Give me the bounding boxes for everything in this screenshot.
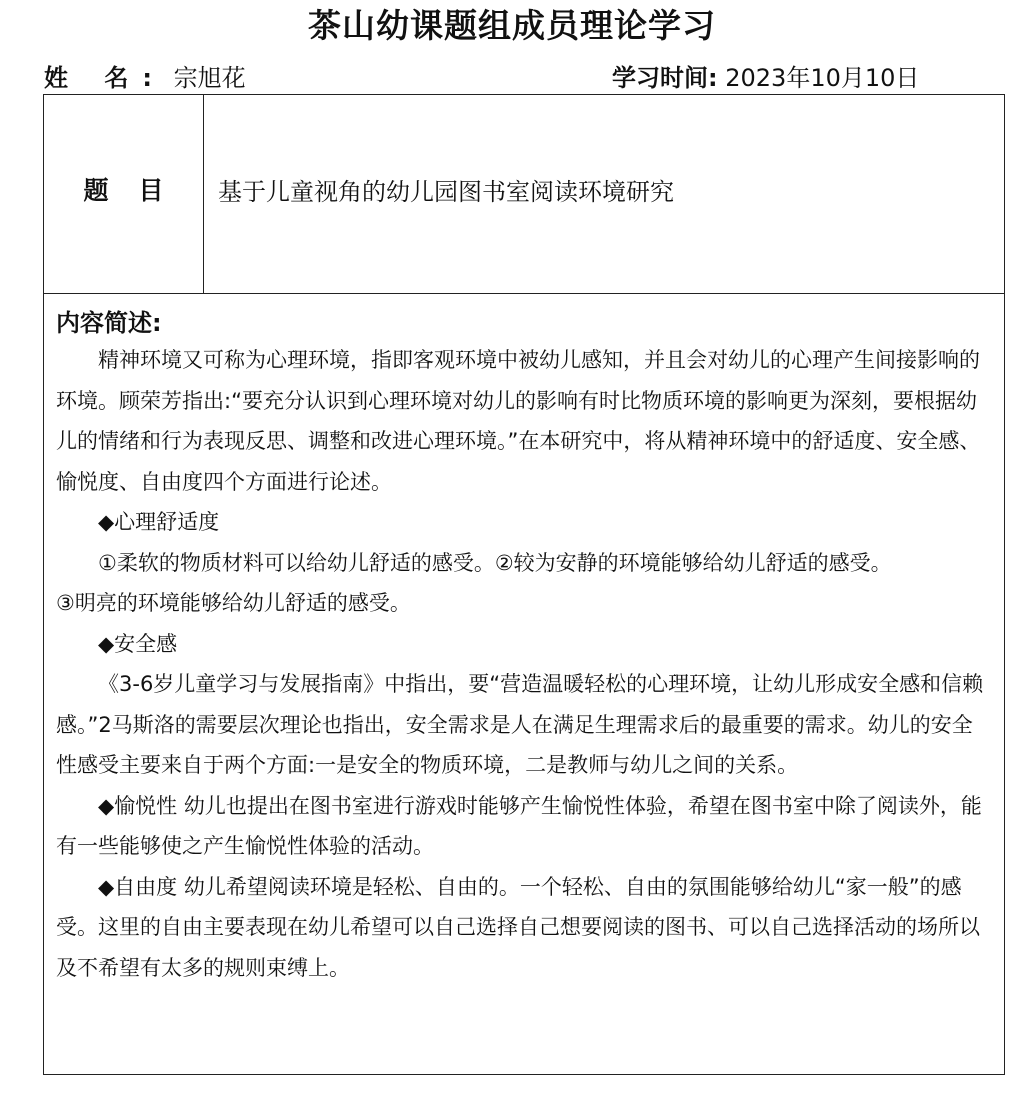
content-paragraph: ①柔软的物质材料可以给幼儿舒适的感受。②较为安静的环境能够给幼儿舒适的感受。 (98, 550, 892, 575)
content-heading: 内容简述: (56, 309, 162, 337)
topic-table (43, 94, 1005, 294)
section-heading-safety: ◆安全感 (98, 631, 178, 656)
content-body (56, 340, 992, 988)
name-label: 姓 名: (44, 64, 166, 92)
content-paragraph: 精神环境又可称为心理环境，指即客观环境中被幼儿感知，并且会对幼儿的心理产生间接影响的环境。顾荣芳指出:“要充分认识到心理环境对幼儿的影响有时比物质环境的影响更为深刻，要根据幼儿的情绪和行为表现反思、调整和改进心理环境。”在本研究中，将从精神环境中的舒适度、安全感、愉悦度、自由度四个方面进行论述。 (56, 348, 981, 494)
content-paragraph: ③明亮的环境能够给幼儿舒适的感受。 (56, 591, 411, 615)
content-table (43, 293, 1005, 1075)
topic-value: 基于儿童视角的幼儿园图书室阅读环境研究 (218, 178, 674, 206)
section-heading-comfort: ◆心理舒适度 (98, 510, 220, 534)
document-title: 茶山幼课题组成员理论学习 (308, 6, 716, 45)
section-freedom: ◆自由度 幼儿希望阅读环境是轻松、自由的。一个轻松、自由的氛围能够给幼儿“家一般”的感受。这里的自由主要表现在幼儿希望可以自己选择自己想要阅读的图书、可以自己选择活动的场所以及不希望有太多的规则束缚上。 (56, 874, 980, 980)
date-row (612, 62, 919, 94)
topic-divider (203, 95, 204, 293)
name-value: 宗旭花 (173, 64, 246, 92)
section-pleasure: ◆愉悦性 幼儿也提出在图书室进行游戏时能够产生愉悦性体验，希望在图书室中除了阅读外，能有一些能够使之产生愉悦性体验的活动。 (56, 793, 982, 858)
name-row (44, 62, 246, 94)
date-value: 2023年10月10日 (725, 64, 920, 92)
content-paragraph: 《3-6岁儿童学习与发展指南》中指出，要“营造温暖轻松的心理环境，让幼儿形成安全感和信赖感。”2马斯洛的需要层次理论也指出，安全需求是人在满足生理需求后的最重要的需求。幼儿的安全性感受主要来自于两个方面:一是安全的物质环境，二是教师与幼儿之间的关系。 (56, 672, 984, 777)
date-label: 学习时间: (612, 64, 718, 92)
topic-label: 题目 (83, 176, 194, 205)
